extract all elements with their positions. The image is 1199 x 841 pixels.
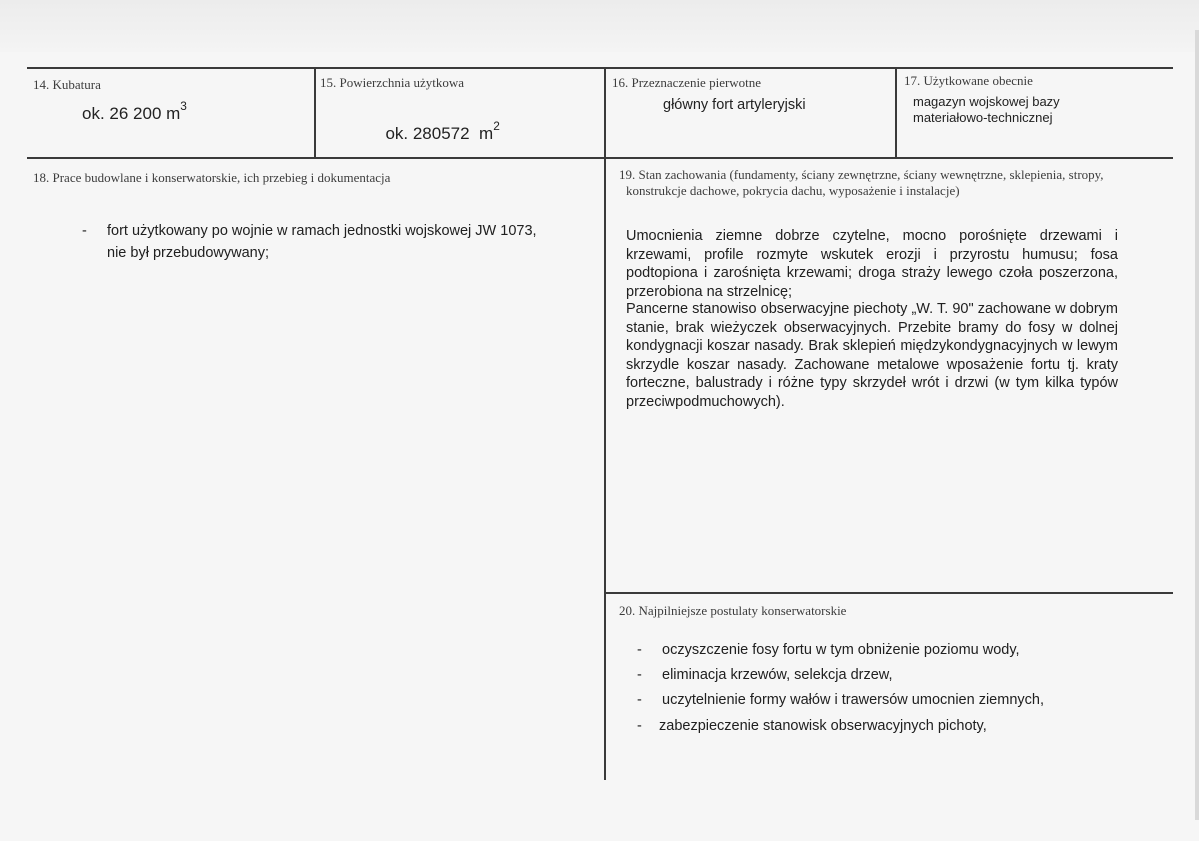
field-20-item-text: uczytelnienie formy wałów i trawersów umocnien ziemnych, <box>662 692 1044 708</box>
bullet-dash: - <box>637 667 642 683</box>
divider-14-15 <box>314 68 316 158</box>
divider-15-16 <box>604 68 606 158</box>
divider-16-17 <box>895 68 897 158</box>
field-15-value <box>376 104 500 144</box>
field-16-label: 16. Przeznaczenie pierwotne <box>612 75 762 90</box>
bullet-dash: - <box>637 692 642 708</box>
field-20-item <box>637 666 1167 686</box>
field-17-value-line-2: materiałowo-technicznej <box>913 110 1053 125</box>
field-17-label: 17. Użytkowane obecnie <box>904 73 1033 88</box>
field-20-item-text: zabezpieczenie stanowisk obserwacyjnych pichoty, <box>659 718 987 734</box>
field-20-item-text: eliminacja krzewów, selekcja drzew, <box>662 667 893 683</box>
field-18-item-line-2: nie był przebudowywany; <box>107 245 270 261</box>
paper-right-edge <box>1195 30 1199 820</box>
bullet-dash: - <box>82 223 87 239</box>
field-16-value: główny fort artyleryjski <box>663 97 806 113</box>
area-value: ok. 280572 m <box>385 124 494 143</box>
field-18-item-line-1: fort użytkowany po wojnie w ramach jednostki wojskowej JW 1073, <box>107 223 537 239</box>
middle-rule <box>27 157 1173 159</box>
field-17-value-line-1: magazyn wojskowej bazy <box>913 94 1060 109</box>
field-20-item <box>637 641 1167 661</box>
area-unit-exponent: 2 <box>493 119 500 134</box>
field-14-value <box>82 99 187 124</box>
right-section-rule <box>604 592 1173 594</box>
top-rule <box>27 67 1173 69</box>
volume-value: ok. 26 200 m <box>82 104 181 123</box>
field-20-label: 20. Najpilniejsze postulaty konserwatorskie <box>619 603 847 618</box>
field-15-label: 15. Powierzchnia użytkowa <box>320 75 465 90</box>
field-19-paragraph-2: Pancerne stanowiso obserwacyjne piechoty „W. T. 90" zachowane w dobrym stanie, brak wieżyczek obserwacyjnych. Przebite bramy do fosy w dolnej kondygnacji koszar nasady. Brak sklepień międzykondygnacyjnych w lewym skrzydle koszar nasady. Zachowane metalowe wposażenie fortu tj. kraty forteczne, balustrady i różne typy skrzydeł wrót i drzwi (w tym kilka typów przeciwpodmuchowych). <box>626 301 1118 410</box>
field-14-label: 14. Kubatura <box>33 77 101 92</box>
field-19-paragraph-1: Umocnienia ziemne dobrze czytelne, mocno porośnięte drzewami i krzewami, profile rozmyte wskutek erozji i przyrostu humusu; fosa podtopiona i zarośnięta krzewami; droga straży lewego czoła poszerzona, przerobiona na strzelnicę; <box>626 228 1118 300</box>
field-20-item <box>637 717 1167 737</box>
field-20-item-text: oczyszczenie fosy fortu w tym obniżenie poziomu wody, <box>662 642 1020 658</box>
field-19-label-line-1: 19. Stan zachowania (fundamenty, ściany zewnętrzne, ściany wewnętrzne, sklepienia, stropy, <box>619 167 1104 182</box>
field-20-item <box>637 691 1167 711</box>
field-18-label: 18. Prace budowlane i konserwatorskie, ich przebieg i dokumentacja <box>33 170 391 185</box>
field-18-item <box>82 222 592 262</box>
bullet-dash: - <box>637 718 642 734</box>
field-19-label-line-2: konstrukcje dachowe, pokrycia dachu, wyposażenie i instalacje) <box>626 183 960 198</box>
divider-18-19 <box>604 158 606 780</box>
volume-unit-exponent: 3 <box>180 99 187 114</box>
paper-top-band <box>0 0 1199 52</box>
bullet-dash: - <box>637 642 642 658</box>
